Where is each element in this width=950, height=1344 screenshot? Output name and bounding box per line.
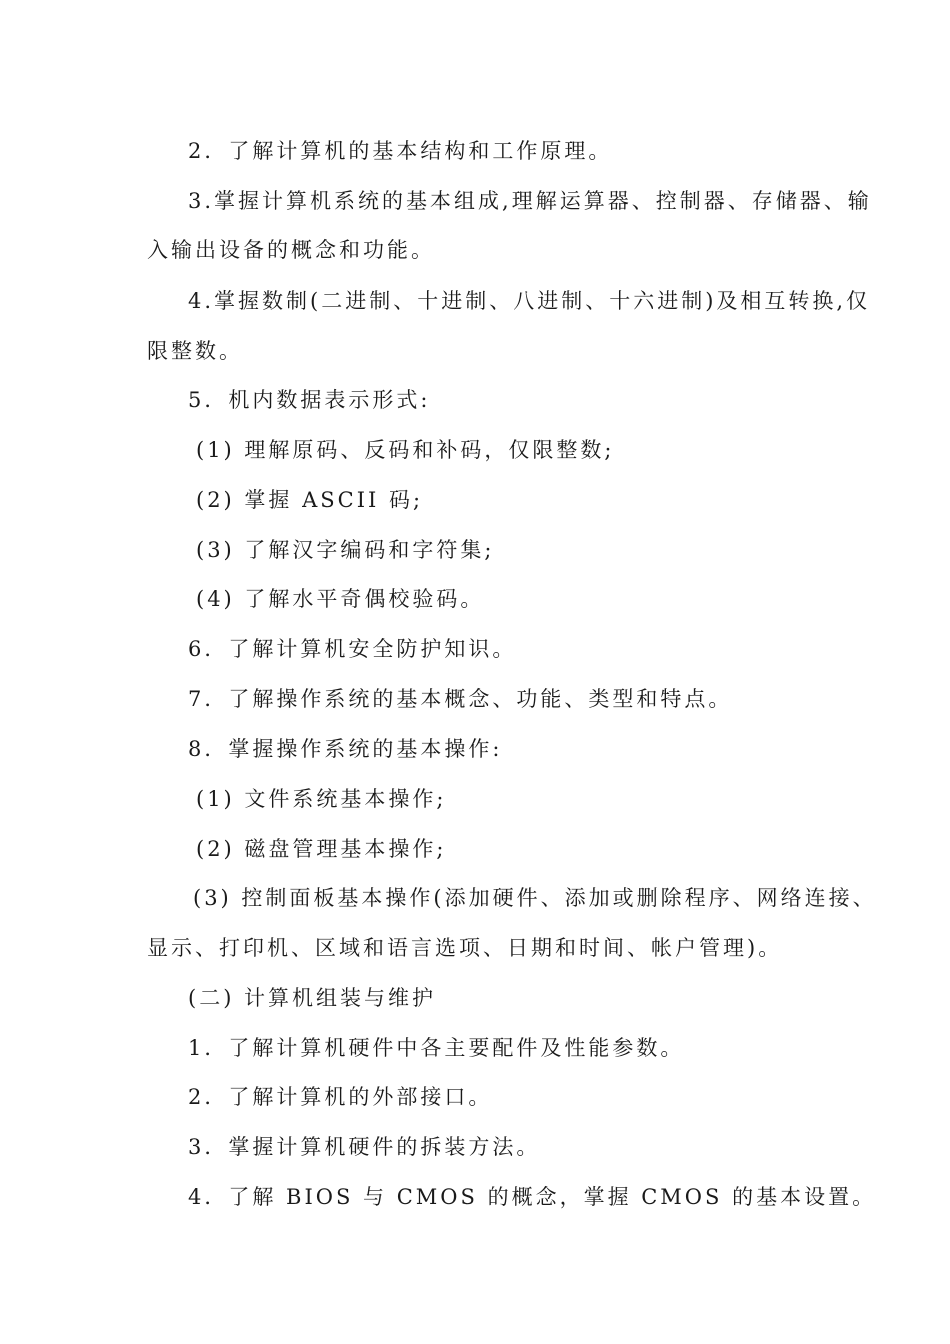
text-line: (3) 了解汉字编码和字符集; [196,538,495,562]
text-line: (4) 了解水平奇偶校验码。 [196,587,485,611]
text-line: 2．了解计算机的基本结构和工作原理。 [188,139,613,163]
text-line: 限整数。 [147,339,243,363]
text-line: 4.掌握数制(二进制、十进制、八进制、十六进制)及相互转换,仅 [188,289,871,313]
text-line: (2) 掌握 ASCII 码; [196,488,424,512]
section-heading: (二) 计算机组装与维护 [188,986,437,1010]
text-line: 入输出设备的概念和功能。 [147,238,435,262]
text-line: (2) 磁盘管理基本操作; [196,837,447,861]
text-line: 5．机内数据表示形式: [188,388,431,412]
text-line: 显示、打印机、区域和语言选项、日期和时间、帐户管理)。 [147,936,783,960]
text-line: 7．了解操作系统的基本概念、功能、类型和特点。 [188,687,733,711]
text-line: 4．了解 BIOS 与 CMOS 的概念，掌握 CMOS 的基本设置。 [188,1185,877,1209]
text-line: 2．了解计算机的外部接口。 [188,1085,493,1109]
text-line: 8．掌握操作系统的基本操作: [188,737,503,761]
text-line: 1．了解计算机硬件中各主要配件及性能参数。 [188,1036,685,1060]
text-line: (1) 理解原码、反码和补码，仅限整数; [196,438,615,462]
text-line: (1) 文件系统基本操作; [196,787,447,811]
text-line: 6．了解计算机安全防护知识。 [188,637,517,661]
text-line: (3) 控制面板基本操作(添加硬件、添加或删除程序、网络连接、 [193,886,877,910]
text-line: 3．掌握计算机硬件的拆装方法。 [188,1135,541,1159]
text-line: 3.掌握计算机系统的基本组成,理解运算器、控制器、存储器、输 [188,189,872,213]
